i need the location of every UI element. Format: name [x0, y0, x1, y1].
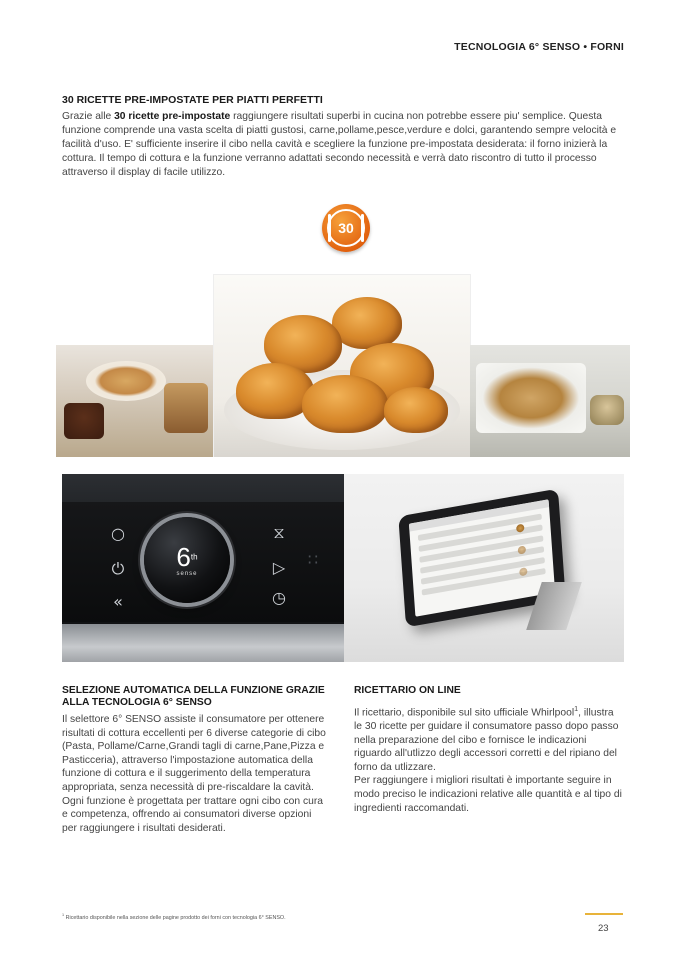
page-number-accent-line	[585, 913, 623, 915]
desserts-photo	[56, 345, 216, 457]
section-body-ricette	[62, 110, 622, 180]
section-title-ricette: 30 RICETTE PRE-IMPOSTATE PER PIATTI PERFETTI	[62, 94, 323, 106]
ricettario-para-2: Per raggiungere i migliori risultati è importante seguire in modo preciso le indicazioni relative alle quantità e al tipo di ingredienti raccomandati.	[354, 775, 622, 814]
body-text-start: Grazie alle	[62, 111, 115, 122]
chocolate-cake	[64, 403, 104, 439]
para-1-rest: , illustra le 30 ricette per guidare il consumatore passo dopo passo nella preparazione del cibo e fornisce le indicazioni riguardo all'utlizzo degli accessori corretti e del ripiano del forno da utlizzare.	[354, 707, 619, 773]
food-photo-strip	[56, 265, 630, 457]
plate-icon	[327, 209, 365, 247]
knife-icon	[361, 214, 364, 242]
body-text-bold: 30 ricette pre-impostate	[114, 111, 231, 122]
steel-trim	[62, 624, 344, 662]
knob-number-group	[176, 541, 198, 572]
section-title-ricettario: RICETTARIO ON LINE	[354, 685, 461, 696]
croissant	[332, 297, 402, 349]
tablet-screen	[409, 499, 555, 617]
tart-plate	[86, 361, 166, 401]
pastry-slice	[164, 383, 208, 433]
knob-number: 6	[176, 541, 191, 572]
fork-icon	[328, 214, 331, 242]
recipes-30-icon	[322, 204, 370, 252]
croissant	[384, 387, 448, 433]
knob-label: sense	[176, 570, 198, 577]
section-title-selezione	[62, 685, 344, 709]
croissant	[302, 375, 388, 433]
footnote	[62, 913, 286, 921]
ricettario-para-1	[354, 702, 622, 774]
para-1-start: Il ricettario, disponibile sul sito ufficiale Whirlpool	[354, 707, 575, 719]
tablet-recipe-app-photo	[344, 474, 624, 662]
knob-sup: th	[190, 552, 198, 562]
chicken-tray	[476, 363, 586, 433]
section-body-ricettario	[354, 702, 622, 815]
side-bowl	[590, 395, 624, 425]
timer-icon: ⧖	[273, 523, 285, 542]
title-line-1: SELEZIONE AUTOMATICA DELLA FUNZIONE GRAZIE	[62, 685, 325, 696]
back-icon: «	[113, 591, 123, 611]
title-line-2: ALLA TECNOLOGIA 6° SENSO	[62, 697, 212, 708]
footnote-text: Ricettario disponibile nella sezione delle pagine prodotto dei forni con tecnologia 6° SENSO.	[64, 914, 286, 921]
section-body-selezione: Il selettore 6° SENSO assiste il consumatore per ottenere risultati di cottura eccellenti per 6 diverse categorie di cibo (Pasta, Pollame/Carne,Grandi tagli di carne,Pane,Pizza e Pasticceria), attraverso l'impostazione automatica della funzione di cottura e il suggerimento della temperatura appropriata, senza necessità di pre-riscaldare la cavità. Ogni funzione è progettata per trattare ogni cibo con cura e competenza, offrendo ai consumatori diverse opzioni per raggiungere i risultati desiderati.	[62, 714, 326, 834]
start-icon: ▷	[272, 557, 286, 577]
display-digits-icon: ∷	[307, 549, 319, 569]
chicken-dish-photo	[470, 345, 630, 457]
clock-icon: ◷	[272, 587, 286, 607]
footnote-number: 1	[62, 913, 65, 917]
body-text-rest: raggiungere risultati superbi in cucina non potrebbe essere piu' semplice. Questa funzione comprende una vasta scelta di piatti gustosi, carne,pollame,pesce,verdure e dolci, garantendo sempre velocità e facilità d'uso. E' sufficiente inserire il cibo nella cavità e scegliere la funzione pre-impostata desiderata: il forno inizierà la cottura. Il tempo di cottura e la funzione verranno adattati secondo necessità e verrà dato riscontro di tutto il processo attraverso il display di facile utilizzo.	[62, 111, 617, 178]
light-bulb-icon: ○	[111, 523, 125, 543]
power-icon: ⏻	[111, 559, 125, 578]
page-number: 23	[598, 923, 609, 934]
sixth-sense-knob	[144, 517, 230, 603]
croissants-photo	[214, 275, 470, 457]
badge-number: 30	[338, 220, 354, 236]
page-header: TECNOLOGIA 6° SENSO • FORNI	[454, 41, 624, 53]
oven-control-panel-photo	[62, 474, 344, 662]
footnote-ref: 1	[574, 704, 579, 713]
